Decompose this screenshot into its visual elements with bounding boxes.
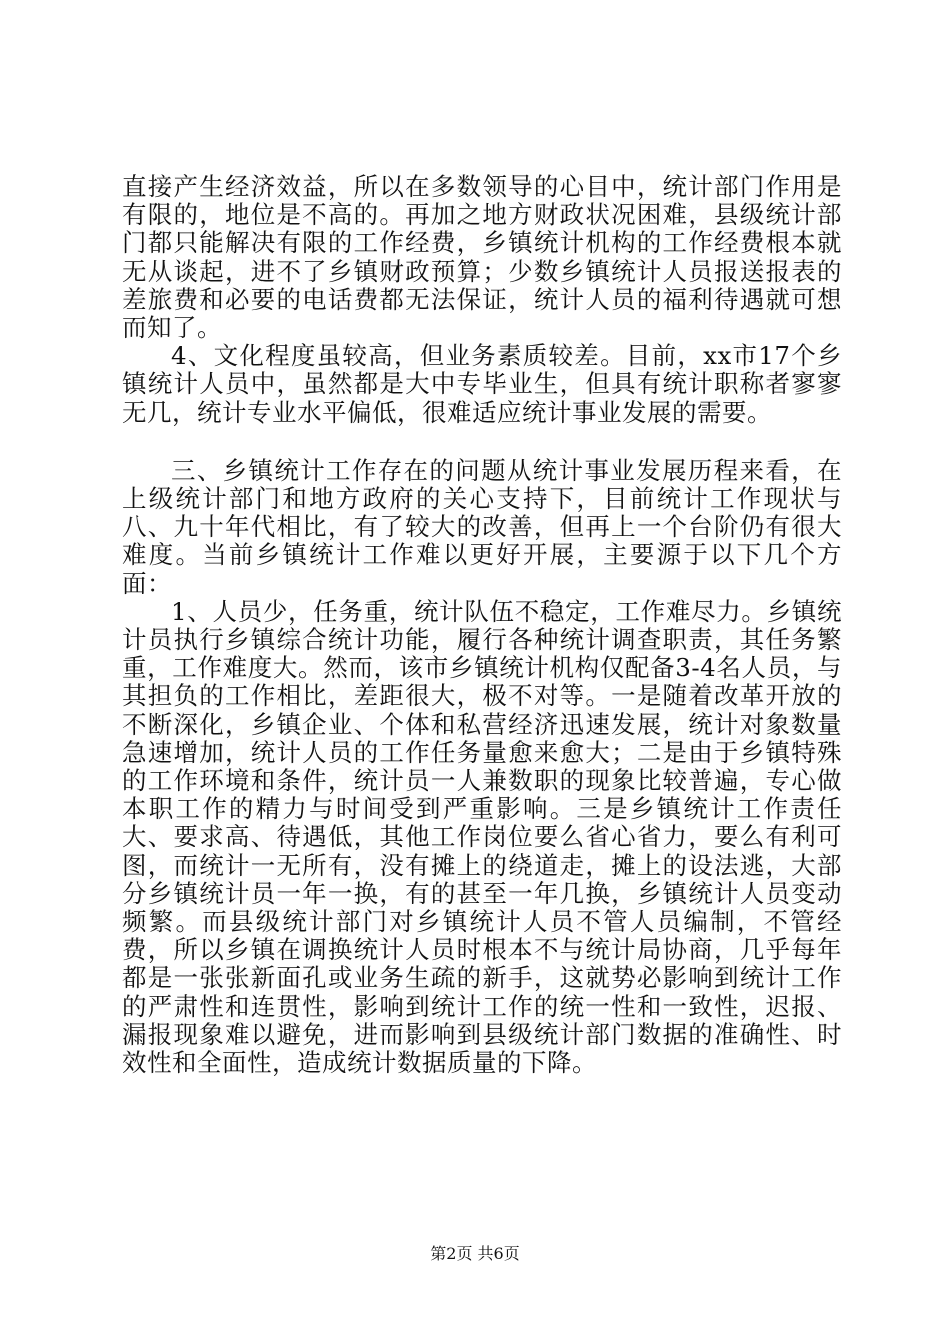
paragraph-section-three: 三、乡镇统计工作存在的问题从统计事业发展历程来看，在上级统计部门和地方政府的关心支持下，目前统计工作现状与八、九十年代相比，有了较大的改善，但再上一个台阶仍有很大难度。当前乡镇统计工作难以更好开展，主要源于以下几个方面： xyxy=(122,455,842,598)
paragraph-staffing-issues: 1、人员少，任务重，统计队伍不稳定，工作难尽力。乡镇统计员执行乡镇综合统计功能，履行各种统计调查职责，其任务繁重，工作难度大。然而，该市乡镇统计机构仅配备3-4名人员，与其担负的工作相比，差距很大，极不对等。一是随着改革开放的不断深化，乡镇企业、个体和私营经济迅速发展，统计对象数量急速增加，统计人员的工作任务量愈来愈大；二是由于乡镇特殊的工作环境和条件，统计员一人兼数职的现象比较普遍，专心做本职工作的精力与时间受到严重影响。三是乡镇统计工作责任大、要求高、待遇低，其他工作岗位要么省心省力，要么有利可图，而统计一无所有，没有摊上的绕道走，摊上的设法逃，大部分乡镇统计员一年一换，有的甚至一年几换，乡镇统计人员变动频繁。而县级统计部门对乡镇统计人员不管人员编制，不管经费，所以乡镇在调换统计人员时根本不与统计局协商，几乎每年都是一张张新面孔或业务生疏的新手，这就势必影响到统计工作的严肃性和连贯性，影响到统计工作的统一性和一致性，迟报、漏报现象难以避免，进而影响到县级统计部门数据的准确性、时效性和全面性，造成统计数据质量的下降。 xyxy=(122,596,842,1078)
document-body xyxy=(122,173,842,1077)
paragraph-continuation: 直接产生经济效益，所以在多数领导的心目中，统计部门作用是有限的，地位是不高的。再加之地方财政状况困难，县级统计部门都只能解决有限的工作经费，乡镇统计机构的工作经费根本就无从谈起，进不了乡镇财政预算；少数乡镇统计人员报送报表的差旅费和必要的电话费都无法保证，统计人员的福利待遇就可想而知了。 xyxy=(122,172,842,343)
paragraph-education-level: 4、文化程度虽较高，但业务素质较差。目前，xx市17个乡镇统计人员中，虽然都是大中专毕业生，但具有统计职称者寥寥无几，统计专业水平偏低，很难适应统计事业发展的需要。 xyxy=(122,341,842,427)
page-footer: 第2页 共6页 xyxy=(430,1244,520,1263)
paragraph-gap xyxy=(122,427,842,457)
